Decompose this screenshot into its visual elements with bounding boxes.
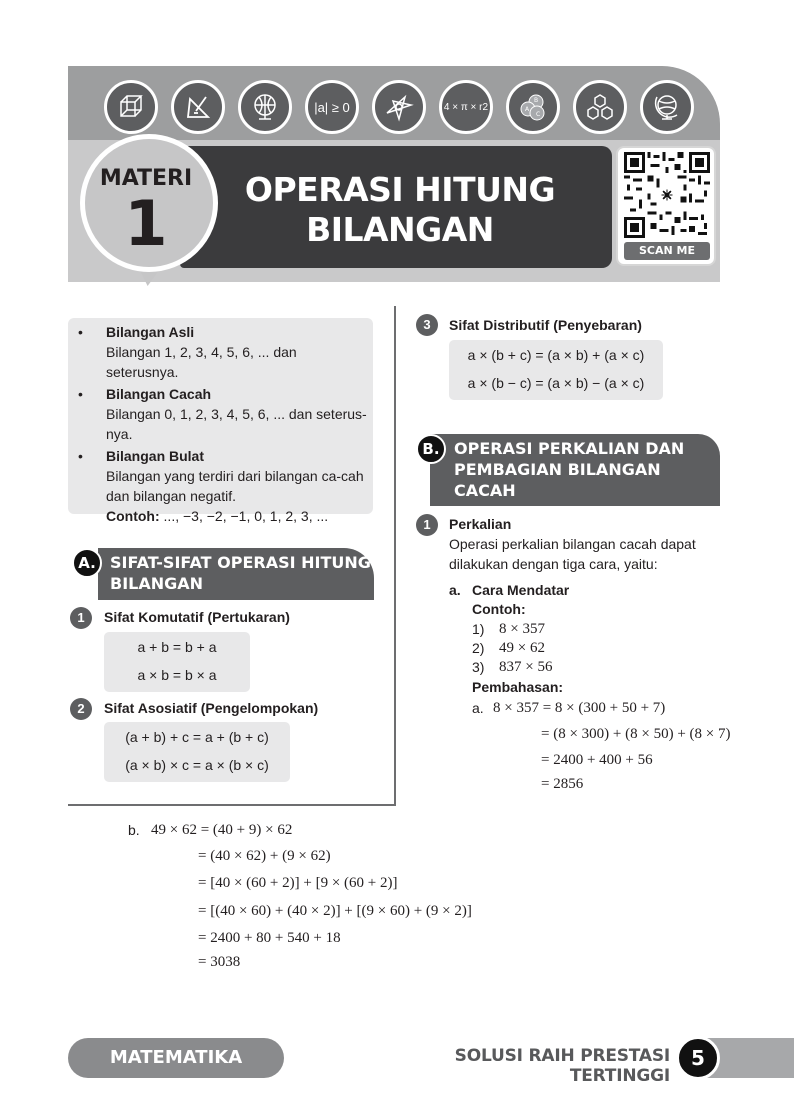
abs-inequality-icon [305, 80, 359, 134]
perkalian-title: Perkalian [449, 516, 512, 532]
svg-text:C: C [536, 111, 541, 118]
pembahasan-label: Pembahasan: [472, 679, 564, 695]
chapter-title-line2: BILANGAN [306, 210, 494, 249]
formula-line: a × b = b × a [137, 667, 217, 683]
list-item [72, 322, 368, 382]
asosiatif-title: Sifat Asosiatif (Pengelompokan) [104, 700, 319, 716]
formula-line: a × (b + c) = (a × b) + (a × c) [467, 347, 645, 363]
item-number-badge: 2 [70, 698, 92, 720]
solution-line: 8 × 357 = 8 × (300 + 50 + 7) [493, 700, 666, 716]
formula-line: (a + b) + c = a + (b + c) [125, 729, 269, 745]
sub-label-a: a. [449, 582, 461, 598]
bullet-title: Bilangan Asli [106, 324, 195, 340]
solution-line: = [40 × (60 + 2)] + [9 × (60 + 2)] [198, 875, 398, 891]
globe-stand-icon [640, 80, 694, 134]
formula-text: 4 × π × r2 [443, 101, 489, 113]
section-a-header [98, 548, 374, 600]
column-divider [394, 306, 396, 518]
formula-icon [439, 80, 493, 134]
globe-icon [238, 80, 292, 134]
section-b-title-line1: OPERASI PERKALIAN DAN [454, 439, 685, 458]
example-row [472, 657, 553, 677]
description-line: dilakukan dengan tiga cara, yaitu: [449, 556, 658, 572]
section-b-badge: B. [416, 434, 446, 464]
materi-number: 1 [124, 187, 168, 260]
perkalian-description [449, 534, 721, 574]
number-types-list [72, 322, 368, 526]
example-expression: 49 × 62 [499, 640, 545, 656]
chapter-title [210, 170, 590, 250]
example-number: 2) [472, 640, 485, 656]
section-b-title-line3: CACAH [454, 481, 516, 500]
section-b-title-line2: PEMBAGIAN BILANGAN [454, 460, 661, 479]
cara-mendatar-title: Cara Mendatar [472, 582, 570, 598]
list-item [72, 384, 368, 444]
description-line: Operasi perkalian bilangan cacah dapat [449, 536, 696, 552]
solution-line: 49 × 62 = (40 + 9) × 62 [151, 822, 293, 838]
solution-b-label: b. [128, 822, 140, 838]
header-icon-row [104, 80, 694, 134]
formula-line: a × (b − c) = (a × b) − (a × c) [467, 375, 645, 391]
bullet-text: Bilangan 0, 1, 2, 3, 4, 5, 6, ... dan seterus-nya. [106, 406, 367, 442]
qr-code[interactable] [624, 152, 710, 238]
distributif-title: Sifat Distributif (Penyebaran) [449, 317, 642, 333]
komutatif-formula-box [104, 632, 250, 692]
footer-series-title: SOLUSI RAIH PRESTASI TERTINGGI [454, 1046, 670, 1086]
bullet-text: Bilangan 1, 2, 3, 4, 5, 6, ... dan seterusnya. [106, 344, 297, 380]
solution-line: = 2856 [541, 776, 584, 792]
solution-line: = [(40 × 60) + (40 × 2)] + [(9 × 60) + (9 × 2)] [198, 903, 472, 919]
section-a-title-line2: BILANGAN [110, 574, 204, 593]
example-expression: 8 × 357 [499, 621, 545, 637]
section-a-badge: A. [72, 548, 102, 578]
asosiatif-formula-box [104, 722, 290, 782]
distributif-formula-box [449, 340, 663, 400]
geometry-tools-icon [171, 80, 225, 134]
solution-a-label: a. [472, 700, 484, 716]
abs-text: |a| ≥ 0 [314, 99, 350, 115]
example-number: 3) [472, 659, 485, 675]
list-item [72, 446, 368, 526]
svg-text:B: B [534, 97, 539, 104]
section-b-header [430, 434, 720, 506]
bullet-text: Bilangan yang terdiri dari bilangan ca-cah dan bilangan negatif. [106, 468, 364, 504]
materi-label: MATERI [99, 166, 193, 191]
contoh-label: Contoh: [472, 601, 526, 617]
example-number: 1) [472, 621, 485, 637]
page-number: 5 [676, 1036, 720, 1080]
formula-line: a + b = b + a [137, 639, 217, 655]
hexagon-molecule-icon [573, 80, 627, 134]
item-number-badge: 3 [416, 314, 438, 336]
solution-line: = (40 × 62) + (9 × 62) [198, 848, 331, 864]
svg-text:A: A [525, 106, 530, 113]
example-row [472, 619, 545, 639]
scan-me-label: SCAN ME [624, 242, 710, 260]
item-number-badge: 1 [70, 607, 92, 629]
cube-icon [104, 80, 158, 134]
solution-line: = 2400 + 80 + 540 + 18 [198, 930, 341, 946]
solution-line: = (8 × 300) + (8 × 50) + (8 × 7) [541, 726, 731, 742]
footer-subject-pill: MATEMATIKA [68, 1038, 284, 1078]
bullet-title: Bilangan Bulat [106, 448, 205, 464]
compass-icon [372, 80, 426, 134]
chapter-title-line1: OPERASI HITUNG [244, 170, 556, 209]
formula-line: (a × b) × c = a × (b × c) [125, 757, 269, 773]
solution-line: = 2400 + 400 + 56 [541, 752, 653, 768]
solution-line: = 3038 [198, 954, 241, 970]
example-text: ..., −3, −2, −1, 0, 1, 2, 3, ... [159, 508, 329, 524]
section-a-title-line1: SIFAT-SIFAT OPERASI HITUNG [110, 553, 371, 572]
example-label: Contoh: [106, 508, 160, 524]
bullet-title: Bilangan Cacah [106, 386, 212, 402]
example-row [472, 638, 545, 658]
set-venn-icon [506, 80, 560, 134]
example-expression: 837 × 56 [499, 659, 553, 675]
komutatif-title: Sifat Komutatif (Pertukaran) [104, 609, 290, 625]
item-number-badge: 1 [416, 514, 438, 536]
